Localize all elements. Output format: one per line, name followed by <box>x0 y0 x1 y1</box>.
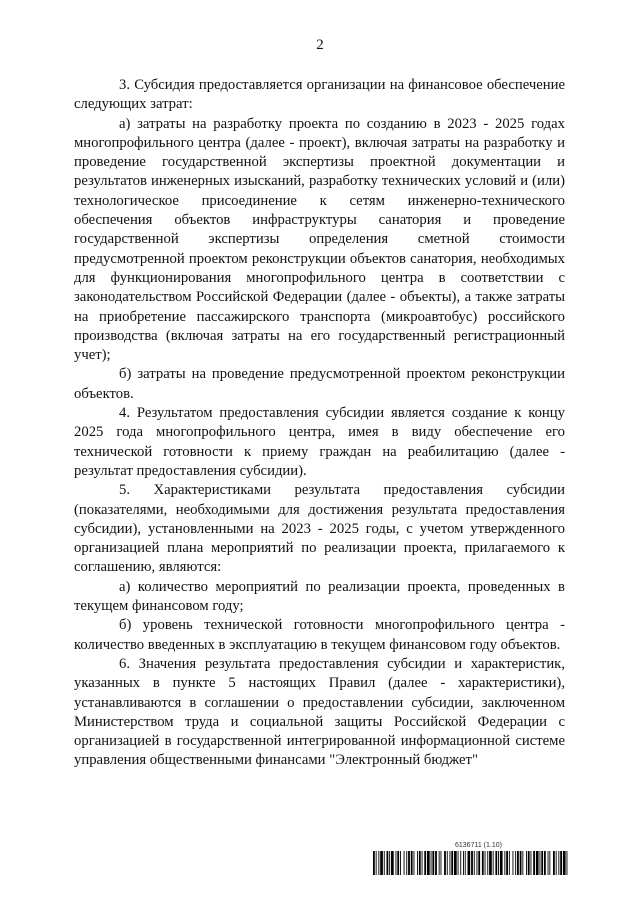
barcode-image <box>373 851 568 875</box>
paragraph-4: 4. Результатом предоставления субсидии является создание к концу 2025 года многопрофильного центра, имея в виду обеспечение его технической готовности к приему граждан на реабилитацию (далее - результат предоставления субсидии). <box>74 405 565 479</box>
paragraph-3a: а) затраты на разработку проекта по созданию в 2023 - 2025 годах многопрофильного центра (далее - проект), включая затраты на разработку и проведение государственной экспертизы проектной документации и результатов инженерных изысканий, разработку технических условий и (или) технологическое присоединение к сетям инженерно-технического обеспечения объектов инфраструктуры санатория и проведение государственной экспертизы определения сметной стоимости предусмотренной проектом реконструкции объектов санатория, необходимых для функционирования многопрофильного центра в соответствии с законодательством Российской Федерации (далее - объекты), а также затраты на приобретение пассажирского транспорта (микроавтобус) российского производства (включая затраты на его государственный регистрационный учет); <box>74 115 565 364</box>
paragraph-3: 3. Субсидия предоставляется организации на финансовое обеспечение следующих затрат: <box>74 77 565 113</box>
paragraph-5b: б) уровень технической готовности многопрофильного центра - количество введенных в эксплуатацию в текущем финансовом году объектов. <box>74 617 565 653</box>
paragraph-3b: б) затраты на проведение предусмотренной проектом реконструкции объектов. <box>74 366 565 402</box>
paragraph-6: 6. Значения результата предоставления субсидии и характеристик, указанных в пункте 5 настоящих Правил (далее - характеристики), устанавливаются в соглашении о предоставлении субсидии, заключенном Министерством труда и социальной защиты Российской Федерации с организацией в государственной интегрированной информационной системе управления общественными финансами "Электронный бюджет" <box>74 655 565 769</box>
page-number: 2 <box>316 37 324 53</box>
paragraph-5a: а) количество мероприятий по реализации проекта, проведенных в текущем финансовом году; <box>74 578 565 615</box>
paragraph-5: 5. Характеристиками результата предоставления субсидии (показателями, необходимыми для достижения результата предоставления субсидии), установленными на 2023 - 2025 годы, с учетом утвержденного организацией плана мероприятий по реализации проекта, прилагаемого к соглашению, являются: <box>74 482 565 576</box>
document-code: 6136711 (1.10) <box>455 842 502 849</box>
document-body <box>74 76 565 771</box>
